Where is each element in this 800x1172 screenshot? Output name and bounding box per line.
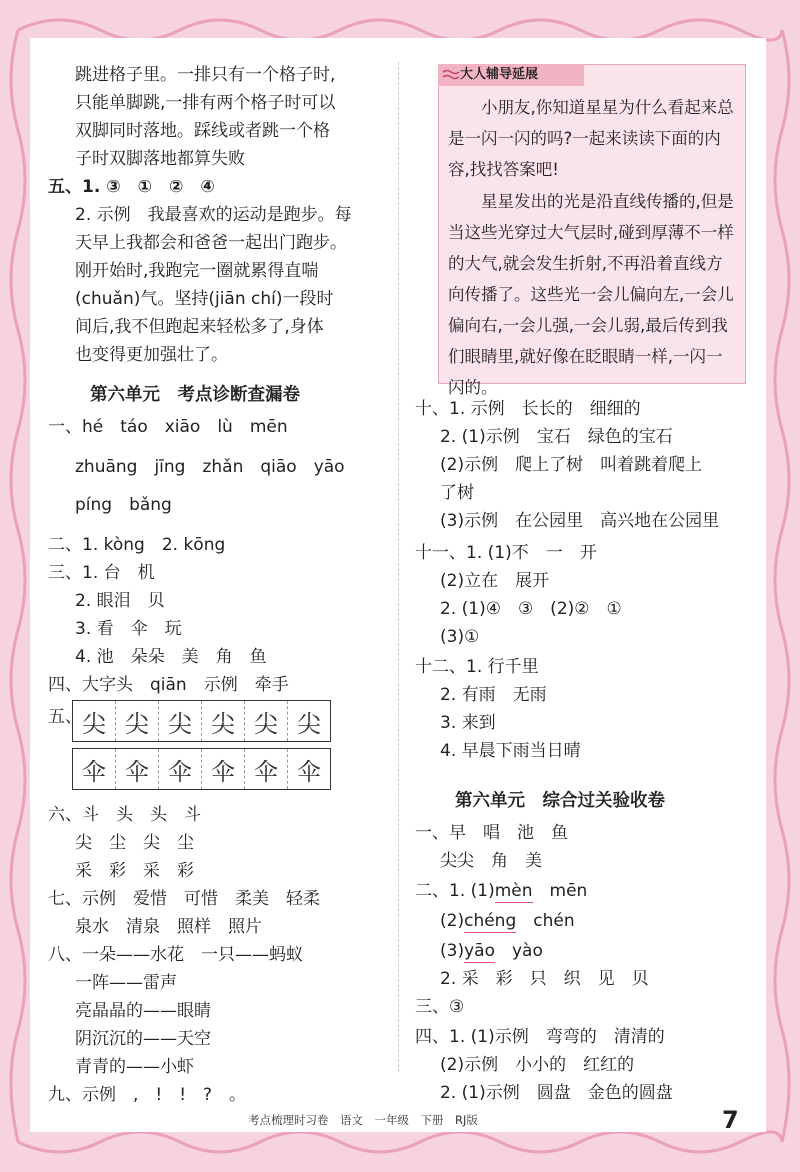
q6-answer: 尖 尘 尖 尘: [75, 833, 194, 853]
q3-answer: 三、1. 台 机: [48, 563, 155, 583]
grid-cell: 尖: [297, 709, 321, 738]
grid-cell: 伞: [116, 749, 159, 789]
q3-answer: 2. 眼泪 贝: [75, 591, 165, 611]
q1-pinyin-line: píng bǎng: [75, 495, 172, 515]
b1-answer: 一、早 唱 池 鱼: [415, 823, 568, 843]
q12-answer: 4. 早晨下雨当日晴: [440, 741, 581, 761]
q5-answer-1: 五、1. ③ ① ② ④: [48, 177, 215, 197]
b2-answer-3: [440, 940, 543, 962]
q8-answer: 一阵——雷声: [75, 973, 177, 993]
answer-line: 刚开始时,我跑完一圈就累得直喘: [75, 261, 319, 281]
q1-pinyin-line: zhuāng jīng zhǎn qiāo yāo: [75, 457, 345, 477]
unit6-diagnosis-title: 第六单元 考点诊断查漏卷: [90, 385, 300, 405]
b2-prefix: (2): [440, 911, 465, 931]
q8-answer: 阴沉沉的——天空: [75, 1029, 211, 1049]
grid-cell: 尖: [202, 701, 245, 741]
b4-answer: 四、1. (1)示例 弯弯的 清清的: [415, 1027, 665, 1047]
answer-line: 双脚同时落地。踩线或者跳一个格: [75, 121, 330, 141]
q10-answer: 2. (1)示例 宝石 绿色的宝石: [440, 427, 673, 447]
q12-answer: 2. 有雨 无雨: [440, 685, 547, 705]
underlined-pinyin: yāo: [464, 941, 495, 961]
pinyin: mēn: [549, 881, 588, 901]
answer-line: 也变得更加强壮了。: [75, 345, 228, 365]
column-divider: [398, 62, 399, 1072]
q11-answer: 2. (1)④ ③ (2)② ①: [440, 599, 622, 619]
b1-answer: 尖尖 角 美: [440, 851, 542, 871]
grid-cell: 伞: [159, 749, 202, 789]
underlined-pinyin: mèn: [494, 881, 533, 901]
answer-line: 子时双脚落地都算失败: [75, 149, 245, 169]
q9-answer: 九、示例 , ! ! ? 。: [48, 1085, 247, 1105]
answer-line: (chuǎn)气。坚持(jiān chí)一段时: [75, 289, 334, 309]
q4-answer: 四、大字头 qiān 示例 牵手: [48, 675, 289, 695]
b2-prefix: (3): [440, 941, 465, 961]
pinyin: chén: [533, 911, 575, 931]
grid-cell: 尖: [159, 701, 202, 741]
b3-answer: 三、③: [415, 997, 465, 1017]
grid-cell: 伞: [73, 749, 116, 789]
q10-answer: (2)示例 爬上了树 叫着跳着爬上: [440, 455, 703, 475]
writing-grid-row1: [72, 700, 331, 742]
q11-answer: 十一、1. (1)不 一 开: [415, 543, 597, 563]
b4-answer: 2. (1)示例 圆盘 金色的圆盘: [440, 1083, 673, 1103]
q6-answer: 六、斗 头 头 斗: [48, 805, 201, 825]
q10-answer: 十、1. 示例 长长的 细细的: [415, 399, 641, 419]
grid-cell: 尖: [245, 701, 288, 741]
q1-pinyin-line: 一、hé táo xiāo lù mēn: [48, 417, 288, 437]
answer-line: 只能单脚跳,一排有两个格子时可以: [75, 93, 336, 113]
q12-answer: 3. 来到: [440, 713, 496, 733]
grid-cell: 伞: [297, 757, 321, 786]
q5-label: 五、: [48, 707, 82, 727]
answer-line: 间后,我不但跑起来轻松多了,身体: [75, 317, 324, 337]
pinyin: yào: [511, 941, 543, 961]
parent-guide-label: 大人辅导延展: [438, 64, 584, 86]
answer-line: 跳进格子里。一排只有一个格子时,: [75, 65, 336, 85]
page-footer: 考点梳理时习卷 语文 一年级 下册 RJ版: [248, 1113, 478, 1127]
q3-answer: 4. 池 朵朵 美 角 鱼: [75, 647, 267, 667]
q10-answer: (3)示例 在公园里 高兴地在公园里: [440, 511, 720, 531]
b2-answer-2: [440, 910, 575, 932]
grid-cell: 尖: [116, 701, 159, 741]
b2-answer-4: 2. 采 彩 只 织 见 贝: [440, 969, 649, 989]
q11-answer: (2)立在 展开: [440, 571, 550, 591]
writing-grid-row2: [72, 748, 331, 790]
q10-answer: 了树: [440, 483, 474, 503]
page-number: 7: [722, 1106, 739, 1134]
q12-answer: 十二、1. 行千里: [415, 657, 539, 677]
q8-answer: 亮晶晶的——眼睛: [75, 1001, 211, 1021]
q6-answer: 采 彩 采 彩: [75, 861, 194, 881]
grid-cell: 尖: [73, 701, 116, 741]
b4-answer: (2)示例 小小的 红红的: [440, 1055, 635, 1075]
q11-answer: (3)①: [440, 627, 480, 647]
q2-answer: 二、1. kòng 2. kōng: [48, 535, 226, 555]
b2-answer-1: [415, 880, 587, 902]
b2-prefix: 二、1. (1): [415, 881, 495, 901]
unit6-final-title: 第六单元 综合过关验收卷: [455, 791, 665, 811]
q8-answer: 青青的——小虾: [75, 1057, 194, 1077]
wave-icon: [442, 69, 460, 81]
guide-paragraph-2: 星星发出的光是沿直线传播的,但是当这些光穿过大气层时,碰到厚薄不一样的大气,就会发生折射,不再沿着直线方向传播了。这些光一会儿偏向左,一会儿偏向右,一会儿强,一会儿弱,最后传到我们眼睛里,就好像在眨眼睛一样,一闪一闪的。: [448, 192, 734, 397]
q5-answer-2: 2. 示例 我最喜欢的运动是跑步。每: [75, 205, 352, 225]
answer-line: 天早上我都会和爸爸一起出门跑步。: [75, 233, 347, 253]
q3-answer: 3. 看 伞 玩: [75, 619, 182, 639]
grid-cell: 伞: [202, 749, 245, 789]
q7-answer: 泉水 清泉 照样 照片: [75, 917, 262, 937]
q7-answer: 七、示例 爱惜 可惜 柔美 轻柔: [48, 889, 320, 909]
grid-cell: 伞: [245, 749, 288, 789]
guide-paragraph-1: 小朋友,你知道星星为什么看起来总是一闪一闪的吗?一起来读读下面的内容,找找答案吧!: [448, 98, 734, 179]
q8-answer: 八、一朵——水花 一只——蚂蚁: [48, 945, 303, 965]
underlined-pinyin: chéng: [464, 911, 517, 931]
